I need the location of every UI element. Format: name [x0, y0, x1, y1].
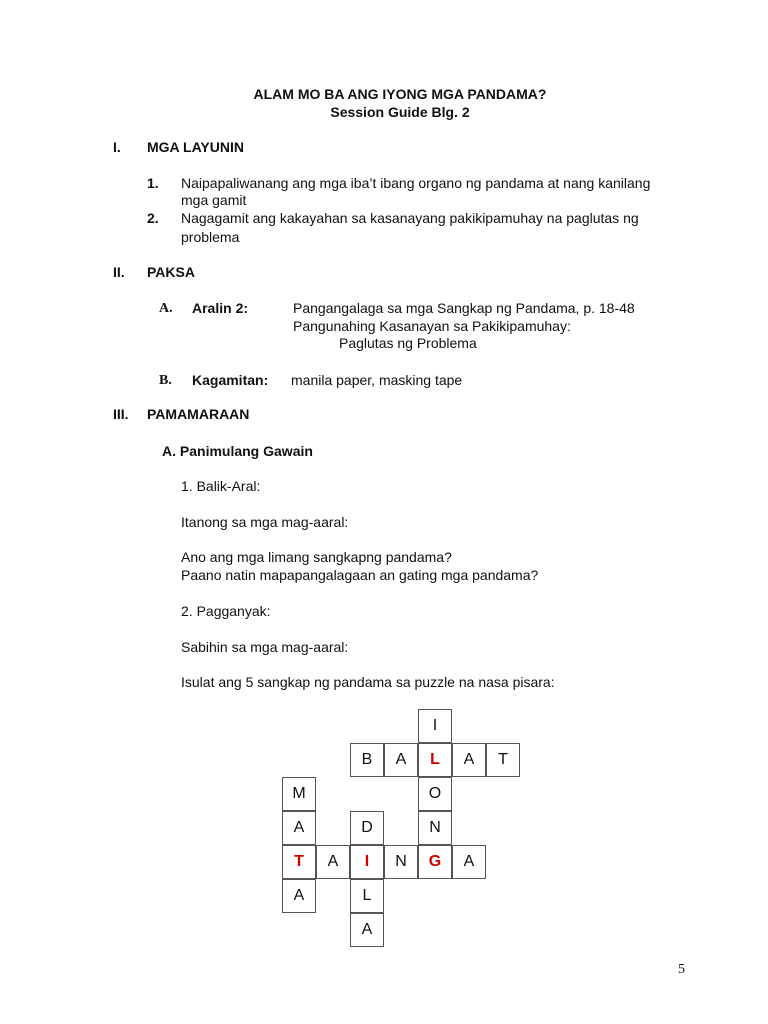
objective-1-line2: mga gamit — [181, 192, 247, 208]
puzzle-cell — [384, 845, 418, 879]
section-2-heading: PAKSA — [147, 264, 195, 280]
puzzle-letter: A — [293, 887, 305, 904]
puzzle-cell — [350, 879, 384, 913]
puzzle-letter: A — [463, 853, 475, 870]
puzzle-letter: I — [432, 717, 438, 734]
puzzle-cell — [350, 743, 384, 777]
puzzle-letter: T — [498, 751, 508, 768]
objective-1-number: 1. — [147, 175, 159, 191]
aralin-line3: Paglutas ng Problema — [339, 335, 477, 351]
crossword-puzzle — [282, 709, 522, 951]
balik-aral-step: 1. Balik-Aral: — [181, 478, 261, 494]
puzzle-letter: T — [294, 853, 304, 870]
puzzle-letter: N — [395, 853, 407, 870]
puzzle-cell — [452, 743, 486, 777]
puzzle-cell — [350, 845, 384, 879]
paksa-b-letter: B. — [159, 373, 172, 388]
objective-1-line1: Naipapaliwanang ang mga iba’t ibang organo ng pandama at nang kanilang — [181, 175, 651, 191]
panimulang-gawain-heading: A. Panimulang Gawain — [162, 443, 313, 459]
puzzle-letter: O — [428, 785, 442, 802]
puzzle-cell — [418, 845, 452, 879]
paksa-a-letter: A. — [159, 301, 173, 316]
aralin-line2: Pangunahing Kasanayan sa Pakikipamuhay: — [293, 318, 571, 334]
puzzle-cell — [282, 777, 316, 811]
puzzle-letter: A — [327, 853, 339, 870]
puzzle-cell — [282, 879, 316, 913]
aralin-label: Aralin 2: — [192, 300, 249, 316]
puzzle-letter: A — [361, 921, 373, 938]
puzzle-instruction: Isulat ang 5 sangkap ng pandama sa puzzle na nasa pisara: — [181, 674, 555, 690]
puzzle-letter: A — [293, 819, 305, 836]
kagamitan-label: Kagamitan: — [192, 372, 269, 388]
document-title: ALAM MO BA ANG IYONG MGA PANDAMA? — [253, 86, 547, 102]
sabihin-line: Sabihin sa mga mag-aaral: — [181, 639, 349, 655]
itanong-line: Itanong sa mga mag-aaral: — [181, 514, 349, 530]
puzzle-cell — [418, 777, 452, 811]
puzzle-letter: A — [395, 751, 407, 768]
puzzle-cell — [282, 811, 316, 845]
aralin-line1: Pangangalaga sa mga Sangkap ng Pandama, p. 18-48 — [293, 300, 635, 316]
puzzle-cell — [282, 845, 316, 879]
question-1: Ano ang mga limang sangkapng pandama? — [181, 549, 452, 565]
puzzle-cell — [418, 743, 452, 777]
objective-2-number: 2. — [147, 210, 159, 226]
puzzle-cell — [350, 811, 384, 845]
puzzle-letter: N — [429, 819, 441, 836]
puzzle-cell — [418, 709, 452, 743]
document-subtitle: Session Guide Blg. 2 — [330, 104, 470, 120]
pagganyak-step: 2. Pagganyak: — [181, 603, 271, 619]
section-2-number: II. — [113, 264, 125, 280]
section-1-heading: MGA LAYUNIN — [147, 139, 244, 155]
puzzle-letter: L — [362, 887, 372, 904]
kagamitan-value: manila paper, masking tape — [291, 372, 463, 388]
puzzle-cell — [350, 913, 384, 947]
page-number: 5 — [678, 962, 685, 977]
puzzle-cell — [418, 811, 452, 845]
section-1-number: I. — [113, 139, 121, 155]
puzzle-cell — [486, 743, 520, 777]
objective-2-line2: problema — [181, 229, 240, 245]
puzzle-cell — [384, 743, 418, 777]
puzzle-cell — [452, 845, 486, 879]
puzzle-letter: G — [428, 853, 442, 870]
section-3-number: III. — [113, 406, 129, 422]
question-2: Paano natin mapapangalagaan an gating mga pandama? — [181, 567, 539, 583]
puzzle-letter: B — [361, 751, 373, 768]
puzzle-letter: I — [364, 853, 370, 870]
puzzle-letter: D — [361, 819, 373, 836]
objective-2-line1: Nagagamit ang kakayahan sa kasanayang pakikipamuhay na paglutas ng — [181, 210, 639, 226]
puzzle-cell — [316, 845, 350, 879]
puzzle-letter: M — [292, 785, 306, 802]
puzzle-letter: L — [430, 751, 440, 768]
section-3-heading: PAMAMARAAN — [147, 406, 250, 422]
puzzle-letter: A — [463, 751, 475, 768]
